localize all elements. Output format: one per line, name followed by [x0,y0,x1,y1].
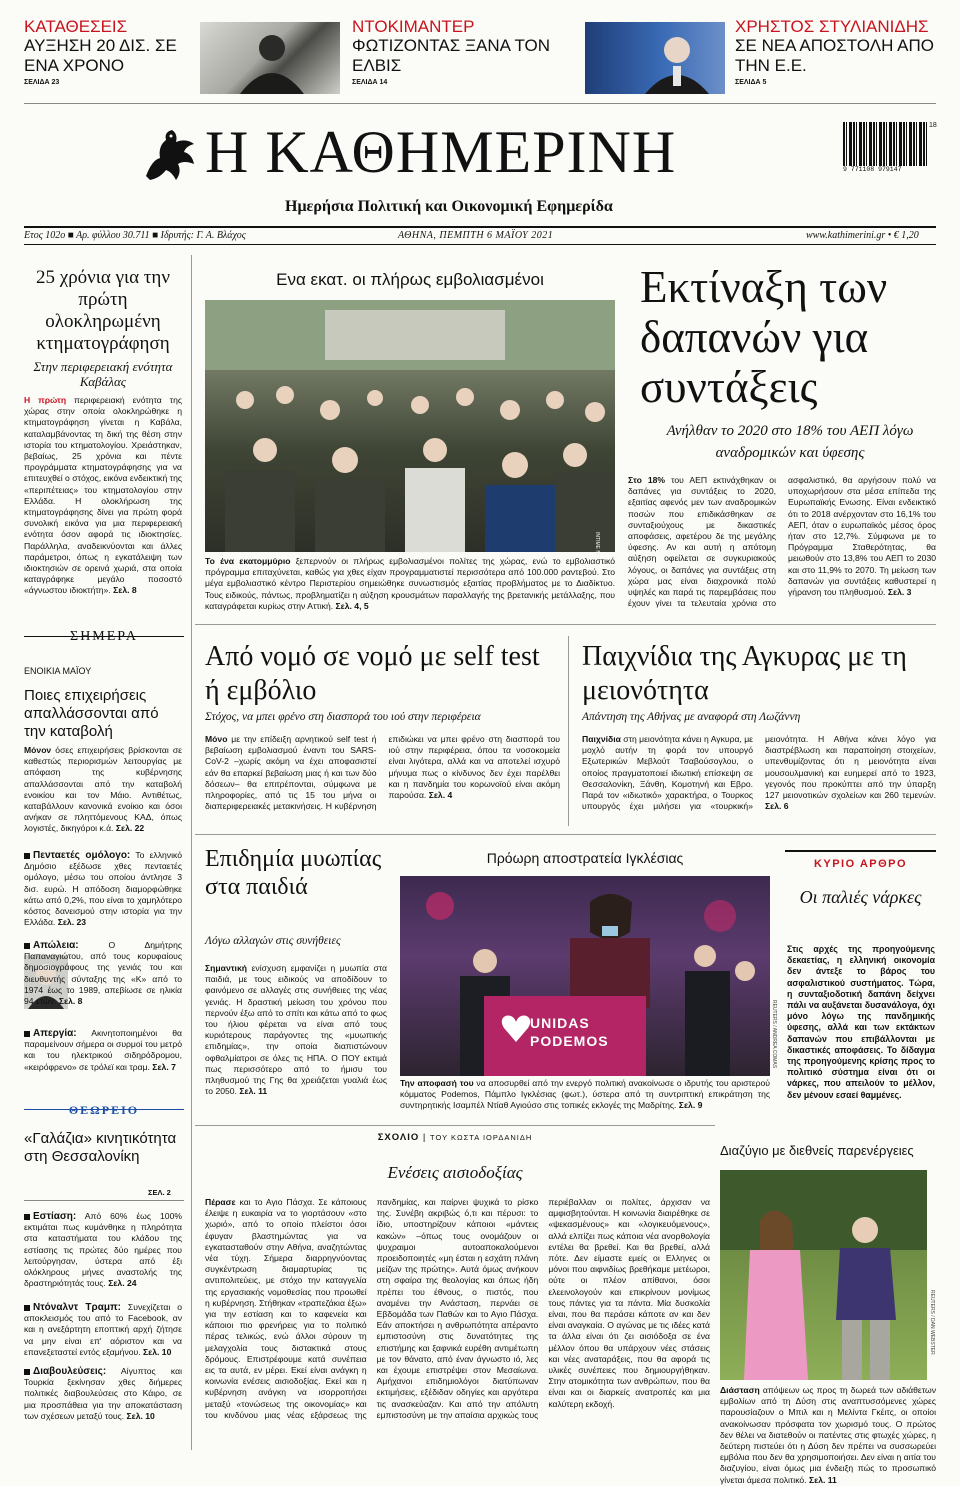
body-text: να αποσυρθεί από την ενεργό πολιτική ανακοίνωσε ο ιδρυτής του αριστερού κόμματος Podemos, Πάμπλο Ιγκλέσιας (φωτ.), ύστερα από τη συντριπτική επικράτηση της συντηρητικής Ισαμπέλ Ντίαθ Αγιούσο στις τοπικές εκλογές της Μαδρίτης. [400,1078,771,1111]
body-text: στη μειονότητα κάνει η Αγκυρα, με μοχλό αυτήν τη φορά τον υπουργό Εξωτερικών Μεβλούτ Τσαβούσογλου, ο οποίος πραγματοποιεί ιδιωτική επίσκεψη σε Θεσσαλονίκη, Ξάνθη, Κομοτηνή και Εβρο. Παρά τον «ιδιωτικό» χαρακτήρα, ο Τουρκος υπουργός έχει μιλήσει για «τουρκική» μειονότητα. Η Αθήνα κάνει λόγο για διαστρέβλωση και παραποίηση στοιχείων, υπενθυμίζοντας ότι η μειονότητα είναι μουσουλμανική και ευημερεί από το 1923, γεγονός που προκύπτει από την ύπαρξη 127 μειονοτικών σχολείων και 260 τεμενών. [582,734,936,812]
gates-photo-credit: REUTERS / DAN WEBSTER [929,1290,935,1355]
brief-head: Εστίαση: [33,1211,77,1222]
nomos-subhead: Στόχος, να μπει φρένο στη διασπορά του ιού στην περιφέρεια [205,711,481,723]
brief-head: Απώλεια: [33,940,79,951]
page-ref[interactable]: Σελ. 7 [149,1061,176,1072]
barcode-addon: 18 [929,122,937,129]
simera-heading: ΣΗΜΕΡΑ [70,629,138,644]
teaser-title: ΑΥΞΗΣΗ 20 ΔΙΣ. ΣΕ ΕΝΑ ΧΡΟΝΟ [24,36,177,75]
page-ref[interactable]: Σελ. 3 [885,587,912,598]
masthead-subtitle: Ημερήσια Πολιτική και Οικονομική Εφημερίδα [285,198,613,215]
masthead-rule-bottom [24,244,936,245]
vaccine-title[interactable]: Ενα εκατ. οι πλήρως εμβολιασμένοι [276,270,544,289]
brief-bond[interactable] [24,850,182,928]
bullet [24,1031,30,1037]
scholio-label-line [205,1132,705,1143]
teaser-photo-stylianides [585,22,725,94]
page-ref[interactable]: Σελ. 9 [676,1100,703,1111]
issue-info: Ετος 102ο ■ Αρ. φύλλου 30.711 ■ Ιδρυτής: Γ. Α. Βλάχος [24,230,246,241]
lead-word: Μόνον [24,745,52,755]
brief-consultations[interactable] [24,1366,182,1422]
issue-date: ΑΘΗΝΑ, ΠΕΜΠΤΗ 6 ΜΑΪΟΥ 2021 [398,230,554,241]
teaser-deposits[interactable] [24,17,194,86]
body-text: απόψεων ως προς τη δωρεά των αδιάθετων εμβολίων από τη Δύση στις αναπτυσσόμενες χώρες παρουσίαζουν ο Μπιλ και η Μελίντα Γκέιτς, οι οποίοι ανακοίνωσαν πρόσφατα τον χωρισμό τους. Ο πρώτος δεν θέλει να διατεθούν οι πατέντες στις φτωχές χώρες, η δεύτερη πιστεύει ότι η Δύση δεν πρέπει να συσσωρεύει εμβόλια που δεν θα χρησιμοποιήσει. Δεν είναι η αιτία του διαζυγίου, είναι όμως μια ένδειξη πώς το προσωπικό γίνεται άμεσα πολιτικό. [720,1385,936,1485]
brief-head: Διαβουλεύσεις: [33,1366,107,1377]
theoreio-divider [24,1200,184,1201]
lead-word: Μόνο [205,734,228,744]
lead-word: Πέρασε [205,1197,236,1207]
row-divider-2 [195,834,936,835]
cadastre-body [24,395,182,615]
enoikia-headline[interactable]: Ποιες επιχειρήσεις απαλλάσσονται από την καταβολή [24,687,159,740]
lead-word: Παιχνίδια [582,734,621,744]
editorial-box [785,850,936,1112]
bullet [24,1369,30,1375]
teaser-title: ΦΩΤΙΖΟΝΤΑΣ ΞΑΝΑ ΤΟΝ ΕΛΒΙΣ [352,36,551,75]
body-text: περιφερειακή ενότητα της χώρας στην οποία ολοκληρώθηκε η κτηματογράφηση γίνεται η Καβάλα, καταλαμβάνοντας τη δική της θέση στην ιστορία του κτηματολογίου. Χρειάστηκαν, βεβαίως, 25 χρόνια και πέντε προγράμματα κτηματογράφησης για να επιτευχθεί ο στόχος, εικόνα ενδεικτική της «περιπέτειας» του κτηματολογίου στην Ελλάδα. Η ολοκλήρωση της κτηματογράφησης δίνει για πρώτη φορά συνολική εικόνα για μια περιφερειακή ενότητα όσον αφορά τις ιδιοκτησίες. Παράλληλα, αναδεικνύονται και άλλες παράμετροι, όπως η εγκατάλειψη των ιδιοκτησιών σε ορεινά χωριά, στα οποία καταγράφηκε μεγάλο ποσοστό «άγνωστου ιδιοκτήτη». [24,395,182,596]
myopia-body [205,963,387,1113]
gates-illustration [720,1170,927,1380]
editorial-title[interactable]: Οι παλιές νάρκες [799,887,922,907]
separator: | [422,1132,427,1143]
person-silhouette [200,22,340,94]
vaccine-crowd-photo [205,300,615,552]
divorce-body [720,1385,936,1485]
bullet [24,853,30,859]
teaser-stylianides[interactable] [735,17,945,86]
row-divider-3 [195,1125,715,1126]
podium-line: PODEMOS [530,1033,609,1049]
nomos-body [205,734,560,824]
podium-text [530,1014,609,1050]
divorce-title[interactable]: Διαζύγιο με διεθνείς παρενέργειες [720,1143,914,1158]
teaser-title: ΣΕ ΝΕΑ ΑΠΟΣΤΟΛΗ ΑΠΟ ΤΗΝ Ε.Ε. [735,36,934,75]
bullet [24,1305,30,1311]
theoreio-heading: ΘΕΩΡΕΙΟ [68,1103,140,1117]
ankara-body [582,734,936,824]
body-text: όσες επιχειρήσεις βρίσκονται σε καθεστώς περιορισμών λειτουργίας με απόφαση της κυβέρνησης απαλλάσσονται από την καταβολή ενοικίου και τον Μάιο. Αντιθέτως, καταβάλλουν κανονικά ενοίκιο και όσοι ανήκαν σε πληττόμενους ΚΑΔ, όπως λογιστές, δικηγόροι κ.ά. [24,745,182,834]
page-ref[interactable]: Σελ. 8 [56,996,83,1007]
pensions-headline[interactable]: Εκτίναξη των δαπανών για συντάξεις [640,262,888,412]
nomos-headline[interactable]: Από νομό σε νομό με self test ή εμβόλιο [205,641,540,706]
body-text: με την επίδειξη αρνητικού self test ή βεβαίωση εμβολιασμού έναντι του SARS-CoV-2 –χωρίς ακόμη να έχει αποφασιστεί εάν θα επαρκεί βεβαίωση μιας ή και των δύο δόσεων– θα επιτρέπονται, σύμφωνα με πληροφορίες, από τις 15 του μήνα οι διαπεριφερειακές μετακινήσεις. Η κυβέρνηση επιδιώκει να μπει φρένο στη διασπορά του ιού στην περιφέρεια, όπου τα νοσοκομεία είναι λιγότερα, αλλά και να αποτελεί ισχυρό μήνυμα πως ο κίνδυνος δεν έχει παρέλθει και η πανδημία του κορωνοϊού είναι ακόμη παρούσα. [205,734,560,812]
theoreio-ref[interactable]: ΣΕΛ. 2 [148,1188,171,1197]
teaser-documentary[interactable] [352,17,552,86]
vaccine-photo-credit: INTIME NEWS [594,532,600,566]
scholio-label: ΣΧΟΛΙΟ [377,1132,420,1143]
scholio-author: ΤΟΥ ΚΩΣΤΑ ΙΟΡΔΑΝΙΔΗ [430,1133,533,1142]
teaser-page: ΣΕΛΙΔΑ 5 [735,79,767,86]
brief-body: Ο Δημήτρης Παπαναγιώτου, από τους κορυφαίους δημοσιογράφους της γενιάς του και διευθυντής σύνταξης της «Κ» από το 1974 έως το 1989, απεβίωσε σε ηλικία 94 ετών. [24,940,182,1007]
brief-body: Το ελληνικό Δημόσιο εξέδωσε χθες πενταετές ομόλογο, μέσω του οποίου άντλησε 3 δισ. ευρώ. Η απόδοση διαμορφώθηκε κάτω από 0,2%, που είναι το χαμηλότερο κόστος δανεισμού στην ιστορία για την Ελλάδα. [24,850,182,928]
editorial-kicker: ΚΥΡΙΟ ΑΡΘΡΟ [813,858,908,870]
editorial-body: Στις αρχές της προηγούμενης δεκαετίας, η ελληνική οικονομία δεν άντεξε το βάρος του ασφαλιστικού συστήματος. Τώρα, η συνταξιοδοτική δαπάνη δείχνει πάλι να αυξάνεται δυσανάλογα, όχι μόνο λόγω της πανδημικής ύφεσης, αλλά και των εκτάκτων δαπανών που επιβάλλονται με δικαστικές αποφάσεις. Το δίδαγμα της προηγούμενης κρίσης προς το πολιτικό σύστημα είναι ότι οι νάρκες, που απειλούν το μέλλον, δεν μένουν εσαεί θαμμένες. [787,944,935,1100]
enoikia-body [24,745,182,845]
iglesias-caption [400,1078,770,1118]
page-ref[interactable]: Σελ. 4, 5 [333,600,369,611]
myopia-headline[interactable]: Επιδημία μυωπίας στα παιδιά [205,846,382,900]
teaser-kicker: ΧΡΗΣΤΟΣ ΣΤΥΛΙΑΝΙΔΗΣ [735,17,929,36]
barcode-number: 9 771108 979147 [843,166,902,173]
iglesias-photo-credit: REUTERS / ANDREA COMAS [771,1000,777,1069]
brief-trump[interactable] [24,1302,182,1358]
lead-word: Στο 18% [628,475,666,485]
bullet [24,943,30,949]
pensions-body [628,475,936,615]
iglesias-photo [400,876,770,1076]
masthead-title: Η ΚΑΘΗΜΕΡΙΝΗ [205,119,677,185]
page-ref[interactable]: Σελ. 24 [105,1278,137,1289]
bullet [24,1214,30,1220]
brief-body: Από 60% έως 100% εκτιμάται πως κυμάνθηκε η πληρότητα στα καταστήματα του κλάδου της εστίασης τις πρώτες δύο ημέρες που λειτούργησαν, ύστερα από έξι ολόκληρους μήνες αναστολής της δραστηριότητάς τους. [24,1211,182,1289]
column-rule-mid [568,636,569,826]
brief-head: Ντόναλντ Τραμπ: [33,1302,121,1313]
body-text: ενίσχυση εμφανίζει η μυωπία στα παιδιά, με τους ειδικούς να αποδίδουν το φαινόμενο σε αλλαγές στις συνήθειες της νέας γενιάς. Η δραστική μείωση του χρόνου που περνούν έξω από το σπίτι και κάτω από το φως του ήλιου φέρεται να είναι από τους κυριότερους παράγοντες της «μυωπικής επιδημίας», την οποία διαπιστώνουν οφθαλμίατροι σε όλες τις ΗΠΑ. Ο ΠΟΥ εκτιμά πως περισσότερο από το ήμισυ του πληθυσμού της Γης θα χρειάζεται γυαλιά έως το 2050. [205,963,387,1097]
page-ref[interactable]: Σελ. 11 [806,1474,837,1485]
site-price[interactable]: www.kathimerini.gr • € 1,20 [806,230,919,241]
podium-line: UNIDAS [530,1015,590,1031]
cadastre-headline[interactable]: 25 χρόνια για την πρώτη ολοκληρωμένη κτηματογράφηση [36,267,170,354]
brief-body: Ακινητοποιημένοι θα παραμείνουν σήμερα οι συρμοί του μετρό και του ηλεκτρικού σιδηρόδρομου, «κειρόφρενο» σε τρόλεϊ και τραμ. [24,1028,182,1072]
barcode [843,122,935,176]
brief-body: Συνεχίζεται ο αποκλεισμός του από το Facebook, αν και η ανεξάρτητη εποπτική αρχή ζήτησε να μην είναι επ' αόριστον και να επανεξεταστεί εντός εξαμήνου. [24,1302,182,1357]
brief-head: Πενταετές ομόλογο: [33,850,131,861]
theoreio-headline[interactable]: «Γαλάζια» κινητικότητα στη Θεσσαλονίκη [24,1130,177,1165]
person-silhouette [585,22,725,94]
brief-loss[interactable] [24,940,182,1007]
body-text: και το Αγιο Πάσχα. Σε κάποιους έλειψε η ευκαιρία να το γιορτάσουν «στο χωριό», από το οποίο πλείστοι όσοι έφυγαν βλαστημώντας για να εγκατασταθούν στην Αθήνα, αναζητώντας νέα τύχη. Σήμερα διαρρηγνύοντας συγκέντρωση διαμαρτυρίας τις αντιπολιτεύεις, με στόχο την καταγγελία της εργασιακής νομοθεσίας που προωθεί η κυβέρνηση. Στήθηκαν «τραπεζάκια έξω» για την εστίαση και το καφενεία και κάποιοι πιο φρενήρεις για το πολιτικό πέρας τελικώς, ενώ άλλοι σύρουν τη μελαγχολία τους διστακτικά στους δρόμους. Επιστρέφουμε κατά συνέπεια εις τα αυτά, εν μέρει. Εκεί είναι ανάγκη η κοινωνία ενέσεις αισιοδοξίας. Εκεί και η κυβέρνηση ανάγκη να ισορροπήσει μεταξύ «τονώσεως της οικονομίας» και του κινδύνου μιας νέας εξάρσεως της πανδημίας, και παίρνει ψυχικά το ρίσκο της. Συνέβη ακριβώς ό,τι και πέρυσι: το ίδιο, υποστηρίζουν κάποιοι «μάντεις κακών» –όπως τους ονομάζουν οι ψυχραιμοι αυτοαποκαλούμενοι προειδοποιητές «μη έσται η εσχάτη πλάνη μείζων της πρώτης». Αυτά όμως ανήκουν στη σφαίρα της θεολογίας και όπως ήδη πρέπει του έθνους, ο πιστός, που αναμένει την Ανάσταση, περνάει σε Εβδομάδα των Παθών και το Αγιο Πάσχα. Εάν αποκτήσει η ανθρωπότητα απέραντο εμπιστοσύνη στις δυνατότητες της επιστήμης και ξαφνικά ευρέθη αντιμέτωπη με τον θάνατο, από έναν άγνωστο ιό, λες και έχουμε επιστρέψει στον Μεσαίωνα. Αμήχανοι επιδημιολόγοι διατύπωναν εκτιμήσεις, εξέδιδαν οδηγίες και αργότερα τις ανασκεύαζαν. Και από την απόλυτη εμπιστοσύνη με την απαίσια αρχικώς τους περιέβαλλαν οι πολίτες, άρχισαν να αμφισβητούνται. Η κοινωνία διαιρέθηκε σε «ψεκασμένους» και «λογικευόμενους», αλλά ελπίζει πως κάποια νέα ανορθολογία εντέλει θα βρεθεί. Και θα βρεθεί, αλλά πότε. Δεν είμαστε εμείς οι Ελληνες οι μόνοι που αιφνιδίως βρεθήκαμε μετέωροι, ούτε οι πλέον απίθανοι, όσοι ελεεινολογούν και επικρίνουν μονίμως τους πάντες για τα πάντα. Μία δυσκολία είναι, που θα περάσει κάποτε αν και δεν είναι αναγκαία. Ο αγώνας με τις ιδέες κατά τα άλλα είναι ότι ζει αισιόδοξα σε ένα μέλλον όπου θα υπάρχουν νέες στάσεις και νέες αναταράξεις, που θα αφορά τις υλικές συνέπειες που δημιουργήθηκαν. Στην ατομικότητα των ανθρώπων, που θα είναι και οι διαρκείς ανατροπές και μια καλύτερη εκδοχή. [205,1197,710,1420]
row-divider-1 [195,624,936,625]
page-ref[interactable]: Σελ. 22 [113,823,145,834]
lead-word: Την αποφασή του [400,1078,474,1088]
brief-head: Απεργία: [33,1028,77,1039]
gates-photo [720,1170,927,1380]
scholio-title[interactable]: Ενέσεις αισιοδοξίας [387,1163,523,1182]
column-rule [191,255,192,1450]
lead-word: Το ένα εκατομμύριο [205,556,291,566]
teaser-kicker: ΝΤΟΚΙΜΑΝΤΕΡ [352,17,475,36]
page-ref[interactable]: Σελ. 23 [55,917,87,928]
ankara-subhead: Απάντηση της Αθήνας με αναφορά στη Λωζάννη [582,711,801,723]
page-ref[interactable]: Σελ. 4 [426,790,453,801]
enoikia-kicker: ΕΝΟΙΚΙΑ ΜΑΪΟΥ [24,666,92,676]
cadastre-subhead: Στην περιφερειακή ενότητα Καβάλας [33,359,173,389]
body-text: του ΑΕΠ εκτινάχθηκαν οι δαπάνες για συντάξεις το 2020, εξαιτίας αφενός μεν των αναδρομικών ποσών που επιδικάσθηκαν σε συνταξιούχους με δικαστικές αποφάσεις, αφετέρου δε της μεγάλης ύφεσης. Αν και αυτή η απότομη αύξηση οφείλεται σε συγκυριακούς λόγους, οι δαπάνες για συντάξεις στη χώρα μας είναι διαχρονικά πολύ υψηλές και παρά τις παρεμβάσεις που έχουν γίνει τα τελευταία χρόνια στο ασφαλιστικό, θα αργήσουν πολύ να υποχωρήσουν στα μέσα επίπεδα της Ευρωπαϊκής Ενωσης. Είναι ενδεικτικό ότι το 2018 ανέρχονταν στο 16,1% του ΑΕΠ, όταν ο ευρωπαϊκός μέσος όρος ήταν στο 12,7%. Σύμφωνα με το Πρόγραμμα Σταθερότητας, θα μειωθούν στο 13,8% του ΑΕΠ το 2030 και στο 11,9% το 2070. Τη μείωση των δαπανών για συντάξεις καθυστερεί η γήρανση του πληθυσμού. [628,475,936,609]
iglesias-title[interactable]: Πρόωρη αποστρατεία Ιγκλέσιας [486,850,684,866]
page-ref[interactable]: Σελ. 6 [765,801,789,812]
scholio-body [205,1197,710,1455]
page-ref[interactable]: Σελ. 11 [236,1086,268,1097]
crowd-illustration [205,300,615,552]
lead-word: Διάσταση [720,1385,760,1395]
page-ref[interactable]: Σελ. 10 [140,1346,172,1357]
teaser-photo-mitsotakis [200,22,340,94]
ankara-headline[interactable]: Παιχνίδια της Αγκυρας με τη μειονότητα [582,641,907,706]
page-ref[interactable]: Σελ. 10 [124,1410,155,1421]
brief-body: Αίγυπτος και Τουρκία ξεκίνησαν χθες διήμερες πολιτικές διαβουλεύσεις στο Κάιρο, σε μια προσπάθεια για την αποκατάσταση των σχέσεων μεταξύ τους. [24,1366,182,1421]
vaccine-caption [205,556,615,612]
lead-word: Η πρώτη [24,395,67,405]
teaser-page: ΣΕΛΙΔΑ 23 [24,79,60,86]
body-text: ξεπερνούν οι πλήρως εμβολιασμένοι πολίτες της χώρας, ενώ το εμβολιαστικό πρόγραμμα επιταχύνεται, καθώς για χθες είχαν προγραμματιστεί περισσότερα από 100.000 ραντεβού. Στο μέγα εμβολιαστικό κέντρο Περιστερίου σημειώθηκε συνωστισμός εξαιτίας προβλήματος με το Διαδίκτυο. Τους ειδικούς, πάντως, προβληματίζει η αύξηση κρουσμάτων παραλλαγής της βρετανικής μετάλλαξης, που καταγράφεται κυρίως στην Αττική. [205,556,615,611]
top-divider [24,103,936,104]
teaser-page: ΣΕΛΙΔΑ 14 [352,79,388,86]
pensions-subhead: Ανήλθαν το 2020 στο 18% του ΑΕΠ λόγω αναδρομικών και ύφεσης [666,423,914,461]
page-ref[interactable]: Σελ. 8 [110,585,137,596]
brief-estiasi[interactable] [24,1211,182,1289]
masthead-rule-top [24,226,936,228]
myopia-subhead: Λόγω αλλαγών στις συνήθειες [205,935,341,947]
teaser-kicker: ΚΑΤΑΘΕΣΕΙΣ [24,17,128,36]
lead-word: Σημαντική [205,963,247,973]
brief-strike[interactable] [24,1028,182,1073]
griffin-logo-icon [138,124,200,186]
